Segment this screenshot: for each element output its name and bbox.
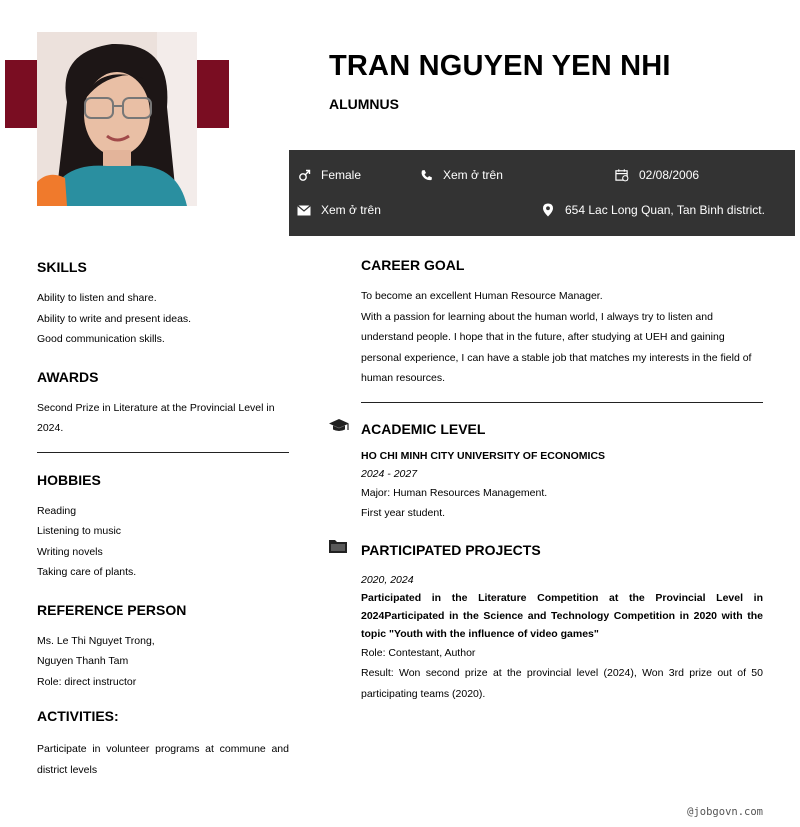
contact-bar: [289, 150, 795, 236]
skill-item: Good communication skills.: [37, 333, 165, 345]
contact-dob-value: 02/08/2006: [639, 168, 700, 182]
gender-icon: [297, 168, 311, 182]
watermark: @jobgovn.com: [687, 806, 763, 818]
contact-phone-value[interactable]: Xem ở trên: [443, 168, 503, 182]
awards-title: AWARDS: [37, 368, 99, 385]
project-period: 2020, 2024: [361, 573, 414, 586]
profile-photo: [37, 32, 197, 206]
academic-section: [361, 420, 763, 524]
activities-title: ACTIVITIES:: [37, 708, 119, 724]
accent-bar-right: [197, 60, 229, 128]
reference-section: [37, 601, 289, 693]
folder-icon: [328, 538, 350, 556]
email-icon: [297, 203, 311, 217]
contact-dob: [615, 168, 699, 182]
left-column: [37, 258, 289, 780]
hobby-item: Reading: [37, 504, 77, 517]
career-goal-title: CAREER GOAL: [361, 257, 465, 273]
right-column: [361, 256, 763, 704]
hobby-item: Taking care of plants.: [37, 566, 137, 578]
academic-period: 2024 - 2027: [361, 467, 418, 480]
candidate-title: ALUMNUS: [329, 96, 399, 112]
section-divider: [37, 452, 289, 453]
career-goal-section: [361, 256, 763, 389]
skill-item: Ability to listen and share.: [37, 292, 157, 304]
project-result: Result: Won second prize at the provincial level (2024), Won 3rd prize out of 50 participating teams (2020).: [361, 667, 763, 700]
academic-major: Major: Human Resources Management.: [361, 486, 548, 499]
skill-item: Ability to write and present ideas.: [37, 312, 192, 325]
academic-year: First year student.: [361, 507, 446, 519]
activities-section: [37, 707, 289, 780]
reference-item: Ms. Le Thi Nguyet Trong,: [37, 634, 155, 647]
projects-section: [361, 541, 763, 705]
reference-item: Role: direct instructor: [37, 675, 137, 688]
academic-title: ACADEMIC LEVEL: [361, 420, 486, 437]
hobbies-title: HOBBIES: [37, 471, 101, 488]
candidate-name: TRAN NGUYEN YEN NHI: [329, 50, 671, 82]
project-name: Participated in the Literature Competition at the Provincial Level in 2024Participated in the Science and Technology Competition in 2020 with the topic "Youth with the influence of video games": [361, 591, 763, 640]
section-divider: [361, 402, 763, 403]
contact-email-value[interactable]: Xem ở trên: [321, 203, 381, 217]
reference-item: Nguyen Thanh Tam: [37, 655, 129, 667]
hobby-item: Listening to music: [37, 525, 122, 537]
accent-bar-left: [5, 60, 37, 128]
project-role: Role: Contestant, Author: [361, 646, 476, 659]
skills-section: [37, 258, 289, 350]
contact-phone: [419, 168, 503, 182]
phone-icon: [419, 168, 433, 182]
award-text: Second Prize in Literature at the Provincial Level in 2024.: [37, 401, 275, 434]
contact-address: [541, 203, 765, 217]
school-name: HO CHI MINH CITY UNIVERSITY OF ECONOMICS: [361, 449, 606, 462]
hobbies-section: [37, 471, 289, 583]
hobby-item: Writing novels: [37, 545, 103, 558]
contact-email: [297, 203, 381, 217]
contact-address-value: 654 Lac Long Quan, Tan Binh district.: [565, 203, 765, 217]
career-goal-line: To become an excellent Human Resource Manager.: [361, 290, 603, 302]
calendar-icon: [615, 168, 629, 182]
location-icon: [541, 203, 555, 217]
skills-title: SKILLS: [37, 259, 87, 275]
graduation-cap-icon: [328, 418, 350, 436]
contact-gender: [297, 168, 361, 182]
projects-title: PARTICIPATED PROJECTS: [361, 541, 541, 558]
reference-title: REFERENCE PERSON: [37, 601, 187, 618]
contact-gender-value: Female: [321, 168, 362, 182]
activities-text: Participate in volunteer programs at commune and district levels: [37, 743, 289, 776]
career-goal-paragraph: With a passion for learning about the human world, I always try to listen and understand people. I hope that in the future, after studying at UEH and gaining personal experience, I can have a stable job that matches my interests in the field of human resources.: [361, 310, 752, 384]
awards-section: [37, 368, 289, 439]
